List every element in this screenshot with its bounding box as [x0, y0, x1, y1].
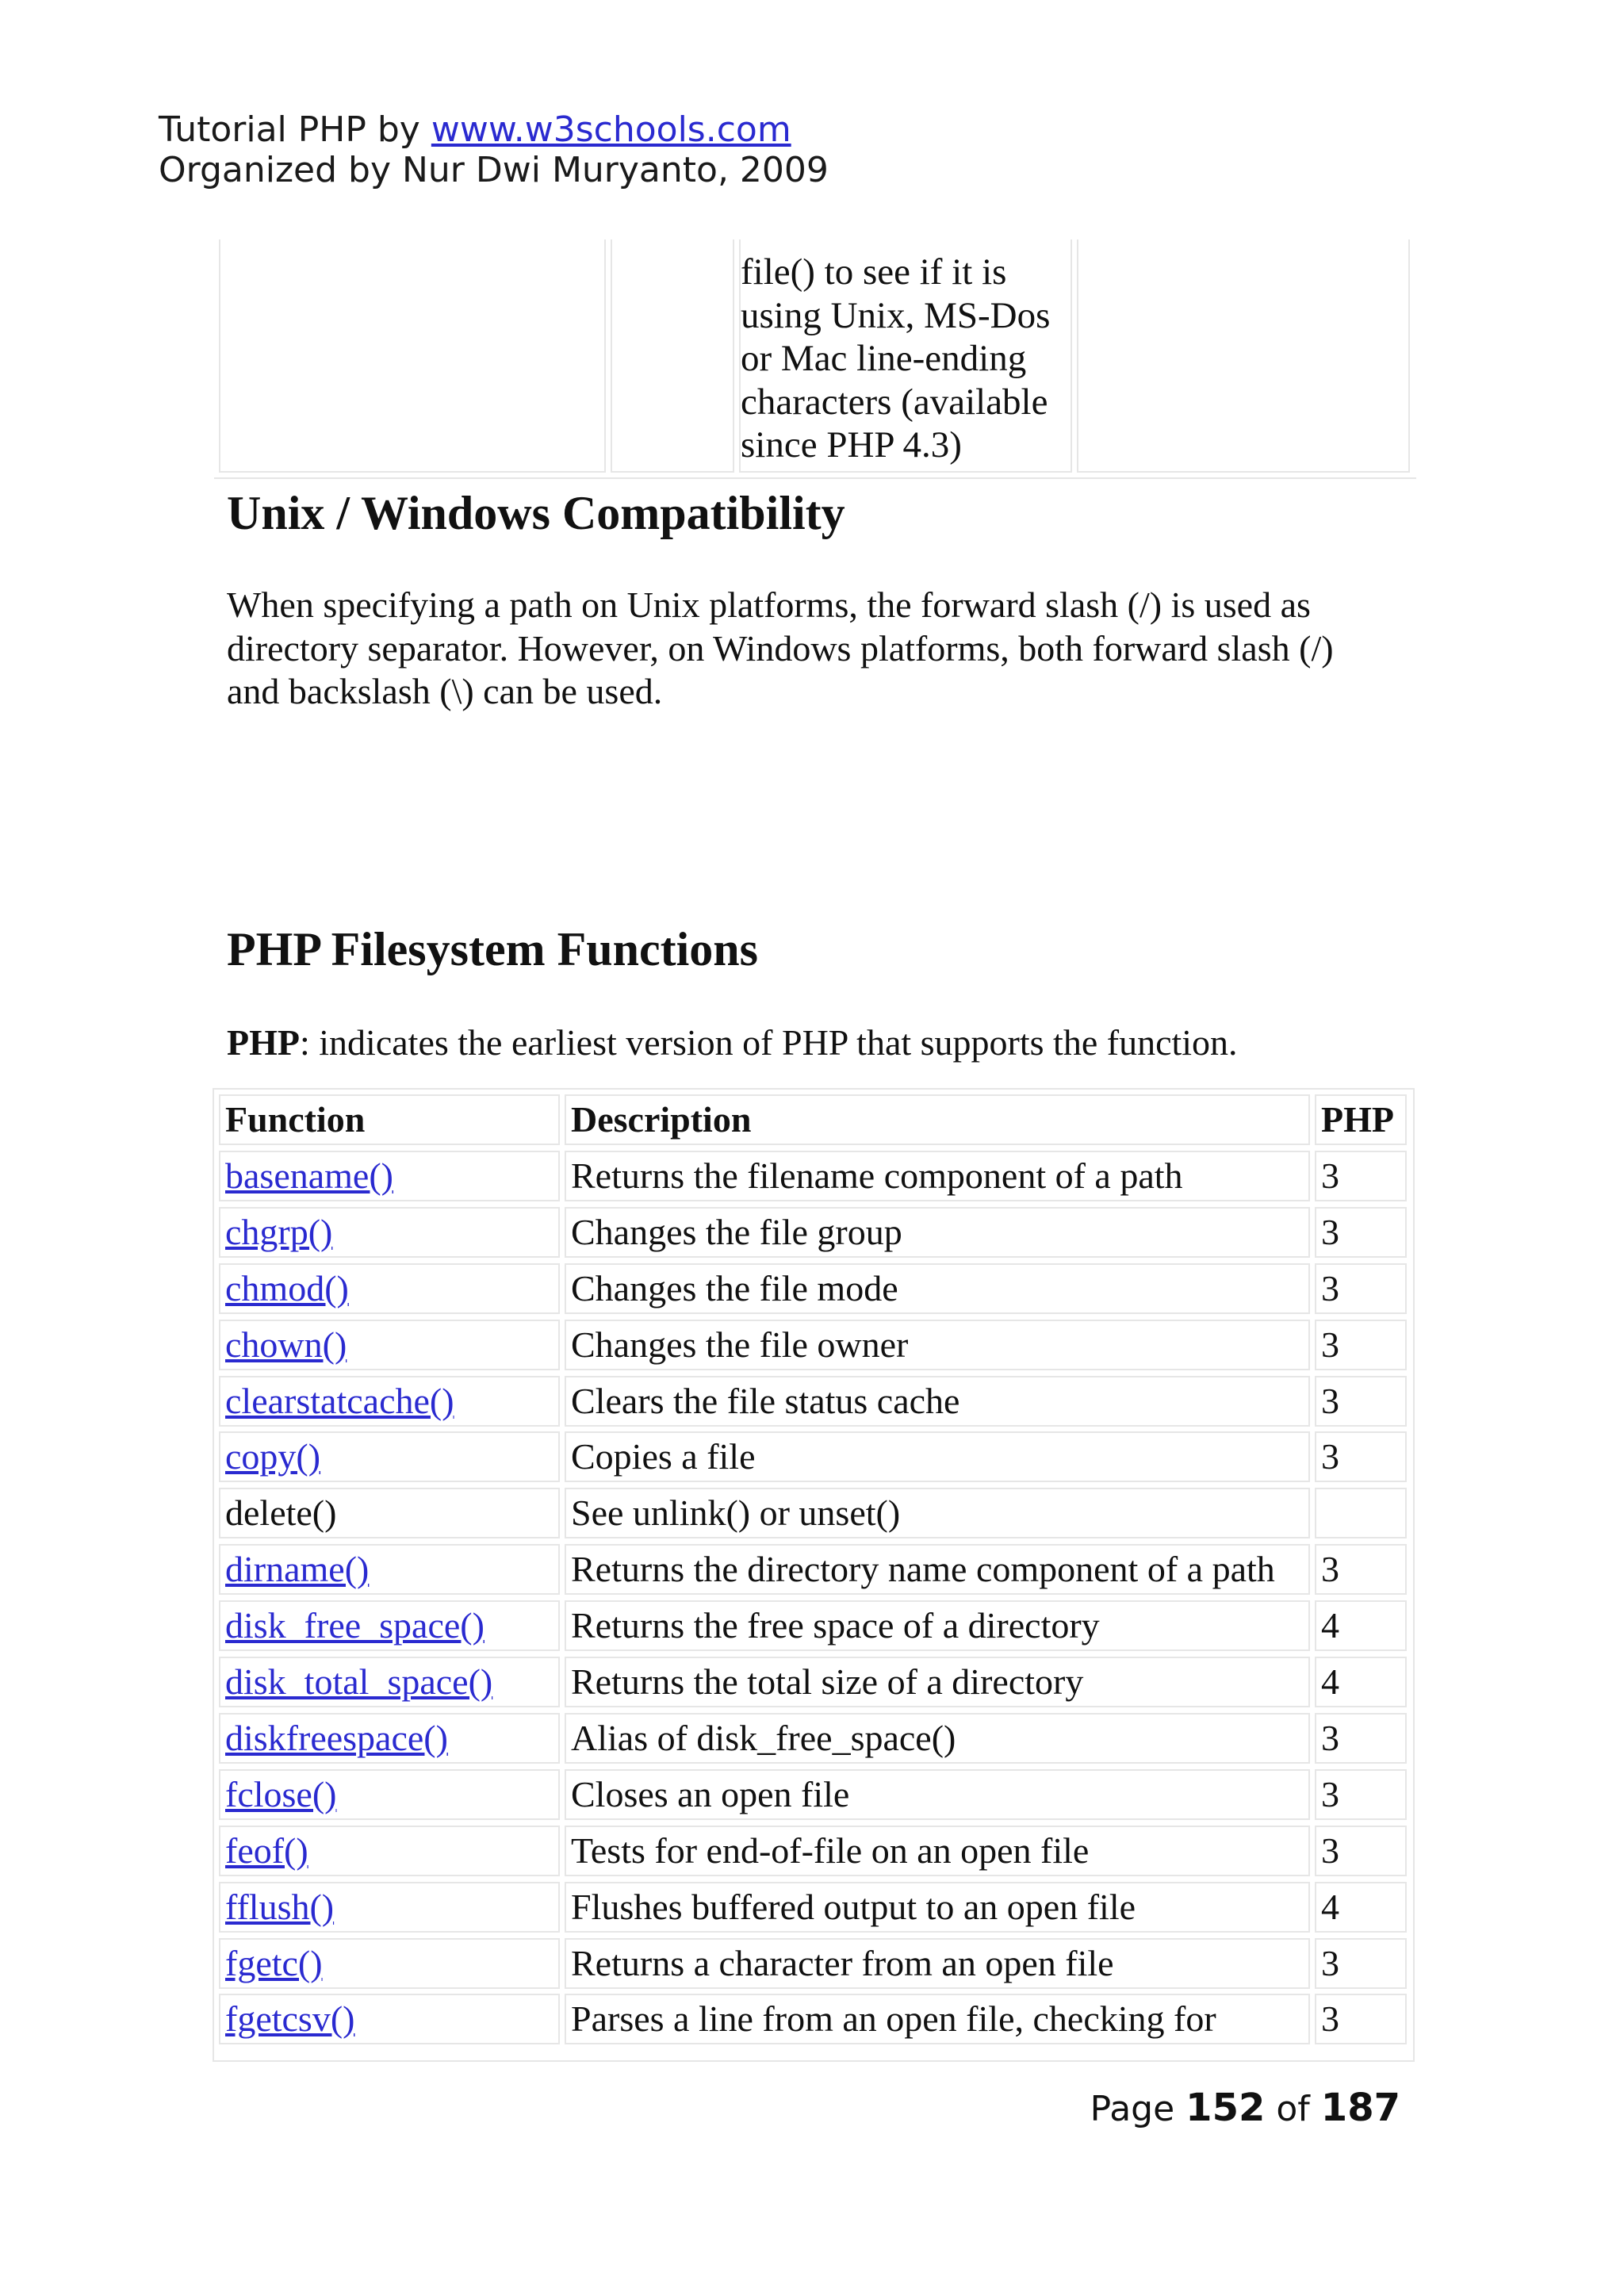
description-cell: Parses a line from an open file, checking for	[565, 1994, 1310, 2044]
description-cell: Alias of disk_free_space()	[565, 1713, 1310, 1764]
php-version-cell: 3	[1315, 1376, 1407, 1427]
php-version-cell: 4	[1315, 1600, 1407, 1651]
function-cell	[219, 1263, 560, 1314]
description-cell: Clears the file status cache	[565, 1376, 1310, 1427]
header-function: Function	[219, 1094, 560, 1145]
page-footer	[1090, 2084, 1400, 2133]
function-link[interactable]: clearstatcache()	[225, 1380, 454, 1421]
continued-table	[214, 239, 1416, 479]
description-cell: Flushes buffered output to an open file	[565, 1882, 1310, 1933]
description-cell: Tests for end-of-file on an open file	[565, 1826, 1310, 1876]
php-note-text: : indicates the earliest version of PHP that supports the function.	[299, 1022, 1238, 1063]
functions-table	[213, 1088, 1415, 2062]
function-link[interactable]: basename()	[225, 1155, 393, 1196]
function-link[interactable]: fgetcsv()	[225, 1998, 355, 2040]
continued-description: file() to see if it is using Unix, MS-Dos or Mac line-ending characters (available since PHP 4.3)	[741, 251, 1051, 466]
section-title-compatibility: Unix / Windows Compatibility	[227, 487, 845, 539]
function-cell	[219, 1544, 560, 1595]
php-version-cell: 3	[1315, 1994, 1407, 2044]
continued-table-border	[214, 477, 1416, 479]
function-cell	[219, 1769, 560, 1820]
function-link[interactable]: fgetc()	[225, 1942, 323, 1983]
function-link[interactable]: disk_free_space()	[225, 1605, 485, 1646]
php-version-cell: 3	[1315, 1826, 1407, 1876]
continued-cell-1	[219, 239, 606, 473]
function-cell	[219, 1826, 560, 1876]
compatibility-paragraph: When specifying a path on Unix platforms, the forward slash (/) is used as directory separator. However, on Windows platforms, both forward slash (/) and backslash (\) can be used.	[227, 584, 1334, 711]
function-link[interactable]: diskfreespace()	[225, 1717, 448, 1758]
php-version-cell: 4	[1315, 1882, 1407, 1933]
php-note-bold: PHP	[227, 1022, 300, 1063]
continued-cell-3	[739, 239, 1072, 473]
header-line-1	[159, 109, 829, 150]
description-cell: Changes the file owner	[565, 1320, 1310, 1370]
function-link[interactable]: feof()	[225, 1829, 308, 1871]
total-page-number: 187	[1320, 2086, 1400, 2130]
header-prefix: Tutorial PHP by	[159, 109, 431, 150]
function-name: delete()	[225, 1492, 337, 1534]
function-link[interactable]: disk_total_space()	[225, 1661, 493, 1702]
description-cell: Copies a file	[565, 1431, 1310, 1482]
description-cell: Returns the free space of a directory	[565, 1600, 1310, 1651]
function-cell	[219, 1488, 560, 1538]
function-cell	[219, 1431, 560, 1482]
header-line-2: Organized by Nur Dwi Muryanto, 2009	[159, 150, 829, 190]
function-cell	[219, 1938, 560, 1989]
php-version-note	[227, 1021, 1385, 1065]
header-php: PHP	[1315, 1094, 1407, 1145]
php-version-cell: 3	[1315, 1769, 1407, 1820]
function-link[interactable]: copy()	[225, 1436, 321, 1477]
page-word: Page	[1090, 2089, 1175, 2129]
of-word: of	[1276, 2089, 1310, 2129]
description-cell: Changes the file group	[565, 1207, 1310, 1258]
php-version-cell: 4	[1315, 1657, 1407, 1707]
php-version-cell: 3	[1315, 1320, 1407, 1370]
function-cell	[219, 1376, 560, 1427]
section-title-filesystem: PHP Filesystem Functions	[227, 923, 758, 975]
description-cell: Returns the directory name component of a path	[565, 1544, 1310, 1595]
php-version-cell: 3	[1315, 1713, 1407, 1764]
description-cell: Returns the filename component of a path	[565, 1151, 1310, 1201]
function-link[interactable]: chmod()	[225, 1267, 349, 1308]
function-link[interactable]: fclose()	[225, 1773, 337, 1814]
description-cell: Changes the file mode	[565, 1263, 1310, 1314]
description-cell: Closes an open file	[565, 1769, 1310, 1820]
php-version-cell: 3	[1315, 1431, 1407, 1482]
header-description: Description	[565, 1094, 1310, 1145]
continued-cell-2	[611, 239, 734, 473]
description-cell: Returns a character from an open file	[565, 1938, 1310, 1989]
function-link[interactable]: dirname()	[225, 1549, 370, 1590]
php-version-cell	[1315, 1488, 1407, 1538]
php-version-cell: 3	[1315, 1207, 1407, 1258]
w3schools-link[interactable]: www.w3schools.com	[431, 109, 791, 150]
php-version-cell: 3	[1315, 1263, 1407, 1314]
php-version-cell: 3	[1315, 1938, 1407, 1989]
page-header	[159, 109, 829, 190]
function-link[interactable]: chgrp()	[225, 1211, 333, 1252]
function-link[interactable]: chown()	[225, 1324, 347, 1365]
function-cell	[219, 1151, 560, 1201]
function-cell	[219, 1320, 560, 1370]
php-version-cell: 3	[1315, 1151, 1407, 1201]
function-cell	[219, 1207, 560, 1258]
function-link[interactable]: fflush()	[225, 1886, 335, 1927]
continued-cell-4	[1077, 239, 1410, 473]
description-cell: See unlink() or unset()	[565, 1488, 1310, 1538]
php-version-cell: 3	[1315, 1544, 1407, 1595]
current-page-number: 152	[1185, 2086, 1266, 2130]
function-cell	[219, 1657, 560, 1707]
function-cell	[219, 1713, 560, 1764]
function-cell	[219, 1882, 560, 1933]
function-cell	[219, 1600, 560, 1651]
function-cell	[219, 1994, 560, 2044]
description-cell: Returns the total size of a directory	[565, 1657, 1310, 1707]
